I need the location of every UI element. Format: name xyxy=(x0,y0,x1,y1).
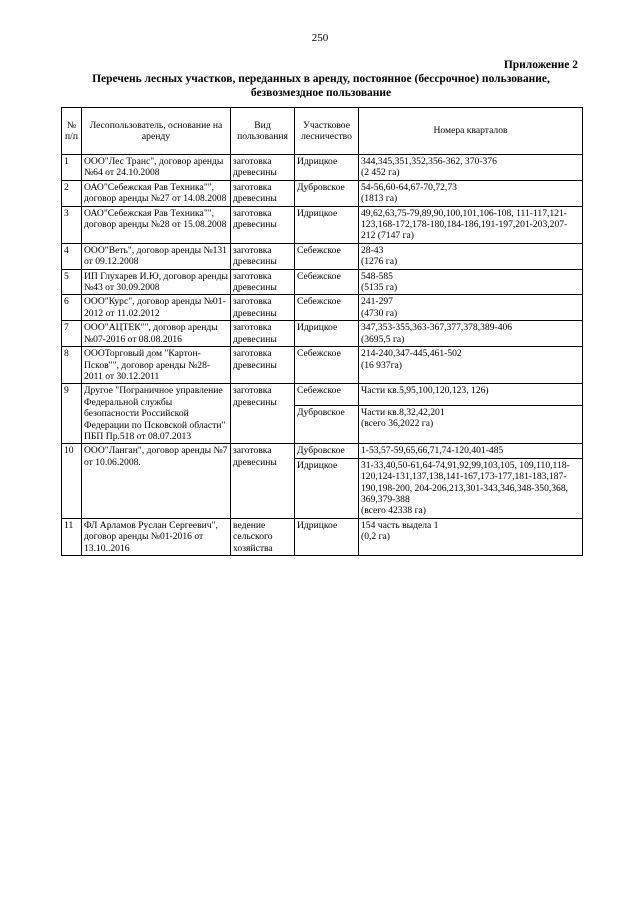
forest-plots-table xyxy=(61,107,583,556)
table-header-row xyxy=(62,108,583,155)
row-use-type: заготовка древесины xyxy=(231,444,295,518)
row-forestry: Себежское xyxy=(295,384,359,406)
row-forestry: Идрицкое xyxy=(295,155,359,181)
table-body xyxy=(62,155,583,556)
header-forestry: Участковое лесничество xyxy=(295,108,359,155)
row-user: Другое "Пограничное управление Федеральной службы безопасности Российской Федерации по Псковской области" ПБП Пр.518 от 08.07.2013 xyxy=(82,384,231,444)
row-number: 7 xyxy=(62,321,82,347)
header-quarters: Номера кварталов xyxy=(359,108,583,155)
row-forestry: Идрицкое xyxy=(295,206,359,243)
row-user: ООО"Ланган", договор аренды №7 от 10.06.2008. xyxy=(82,444,231,518)
table-row xyxy=(62,155,583,181)
row-user: ООО"АЦТЕК"", договор аренды №07-2016 от 08.08.2016 xyxy=(82,321,231,347)
row-quarters: 347,353-355,363-367,377,378,389-406 (3695,5 га) xyxy=(359,321,583,347)
row-user: ОАО"Себежская Рав Техника"", договор аренды №27 от 14.08.2008 xyxy=(82,180,231,206)
header-user: Лесопользователь, основание на аренду xyxy=(82,108,231,155)
row-number: 1 xyxy=(62,155,82,181)
table-row xyxy=(62,347,583,384)
row-number: 9 xyxy=(62,384,82,444)
row-forestry: Дубровское xyxy=(295,405,359,444)
row-use-type: ведение сельского хозяйства xyxy=(231,518,295,555)
row-quarters: 28-43 (1276 га) xyxy=(359,243,583,269)
row-quarters: 49,62,63,75-79,89,90,100,101,106-108, 111-117,121-123,168-172,178-180,184-186,191-197,201-203,207-212 (7147 га) xyxy=(359,206,583,243)
row-use-type: заготовка древесины xyxy=(231,243,295,269)
table-row xyxy=(62,269,583,295)
row-number: 10 xyxy=(62,444,82,518)
row-forestry: Себежское xyxy=(295,347,359,384)
row-quarters: 154 часть выдела 1 (0,2 га) xyxy=(359,518,583,555)
row-quarters: Части кв.5,95,100,120,123, 126) xyxy=(359,384,583,406)
row-number: 5 xyxy=(62,269,82,295)
table-row xyxy=(62,243,583,269)
row-use-type: заготовка древесины xyxy=(231,155,295,181)
row-user: ООО"Веть", договор аренды №131 от 09.12.2008 xyxy=(82,243,231,269)
table-row xyxy=(62,321,583,347)
row-forestry: Себежское xyxy=(295,295,359,321)
table-row xyxy=(62,180,583,206)
row-use-type: заготовка древесины xyxy=(231,269,295,295)
table-row xyxy=(62,444,583,458)
header-num: № п/п xyxy=(62,108,82,155)
row-user: ФЛ Арламов Руслан Сергеевич", договор аренды №01-2016 от 13.10..2016 xyxy=(82,518,231,555)
row-user: ОООТорговый дом "Картон-Псков"", договор аренды №28-2011 от 30.12.2011 xyxy=(82,347,231,384)
row-number: 2 xyxy=(62,180,82,206)
row-forestry: Идрицкое xyxy=(295,321,359,347)
row-quarters: 54-56,60-64,67-70,72,73 (1813 га) xyxy=(359,180,583,206)
appendix-label: Приложение 2 xyxy=(503,59,578,71)
row-use-type: заготовка древесины xyxy=(231,206,295,243)
row-quarters: 344,345,351,352,356-362, 370-376 (2 452 га) xyxy=(359,155,583,181)
row-forestry: Себежское xyxy=(295,243,359,269)
table-row xyxy=(62,518,583,555)
row-quarters: 214-240,347-445,461-502 (16 937га) xyxy=(359,347,583,384)
row-quarters: 548-585 (5135 га) xyxy=(359,269,583,295)
row-number: 11 xyxy=(62,518,82,555)
row-forestry: Себежское xyxy=(295,269,359,295)
header-use-type: Вид пользования xyxy=(231,108,295,155)
row-forestry: Идрицкое xyxy=(295,518,359,555)
document-title: Перечень лесных участков, переданных в аренду, постоянное (бессрочное) пользование, безвозмездное пользование xyxy=(92,73,550,99)
row-use-type: заготовка древесины xyxy=(231,384,295,444)
row-forestry: Дубровское xyxy=(295,444,359,458)
row-number: 8 xyxy=(62,347,82,384)
row-user: ИП Глухарев И.Ю, договор аренды №43 от 30.09.2008 xyxy=(82,269,231,295)
row-number: 3 xyxy=(62,206,82,243)
table-row xyxy=(62,384,583,406)
row-forestry: Дубровское xyxy=(295,180,359,206)
row-number: 6 xyxy=(62,295,82,321)
row-forestry: Идрицкое xyxy=(295,458,359,518)
row-use-type: заготовка древесины xyxy=(231,347,295,384)
row-quarters: 1-53,57-59,65,66,71,74-120,401-485 xyxy=(359,444,583,458)
page-number: 250 xyxy=(311,32,329,44)
row-quarters: Части кв.8,32,42,201 (всего 36,2022 га) xyxy=(359,405,583,444)
row-use-type: заготовка древесины xyxy=(231,321,295,347)
row-user: ООО"Курс", договор аренды №01-2012 от 11.02.2012 xyxy=(82,295,231,321)
row-user: ООО"Лес Транс", договор аренды №64 от 24.10.2008 xyxy=(82,155,231,181)
table-row xyxy=(62,206,583,243)
table-row xyxy=(62,295,583,321)
row-use-type: заготовка древесины xyxy=(231,180,295,206)
row-quarters: 241-297 (4730 га) xyxy=(359,295,583,321)
row-quarters: 31-33,40,50-61,64-74,91,92,99,103,105, 109,110,118-120,124-131,137,138,141-167,173-177,181-183,187-190,198-200, 204-206,213,301-343,346,348-350,368, 369,379-388 (всего 42338 га) xyxy=(359,458,583,518)
row-use-type: заготовка древесины xyxy=(231,295,295,321)
row-number: 4 xyxy=(62,243,82,269)
row-user: ОАО"Себежская Рав Техника"", договор аренды №28 от 15.08.2008 xyxy=(82,206,231,243)
